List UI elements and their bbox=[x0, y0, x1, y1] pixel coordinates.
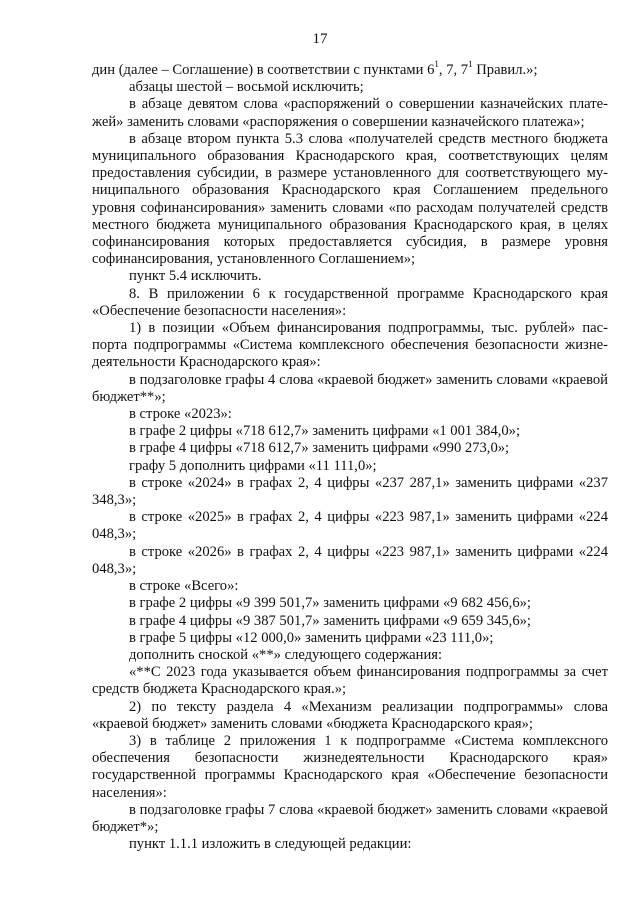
paragraph bbox=[92, 440, 608, 457]
paragraph-text: в абзаце втором пункта 5.3 слова «получателей средств местного бюджета муниципального образования Краснодарского края, соответствующих целям предоставления субсидии, в размере установленного для соответствующего муниципального образования Краснодарского края Соглашением предельного уровня софинансирования» заменить словами «по расходам получателей средств местного бюджета муниципального образования Краснодарского края, в целях софинансирования которых предоставляется субсидия, в размере уровня софинансирования, установленного Соглашением»; bbox=[92, 130, 608, 268]
paragraph-text: в подзаголовке графы 4 слова «краевой бюджет» заменить словами «краевой бюджет**»; bbox=[92, 371, 608, 405]
paragraph bbox=[92, 595, 608, 612]
paragraph bbox=[92, 664, 608, 698]
paragraph-text: , 7, 7 bbox=[438, 62, 469, 78]
superscript-index: 1 bbox=[468, 59, 473, 70]
paragraph-text: в строке «2025» в графах 2, 4 цифры «223 987,1» заменить цифрами «224 048,3»; bbox=[92, 509, 608, 543]
paragraph-text: в абзаце девятом слова «распоряжений о совершении казначейских платежей» заменить словами «распоряжения о совершении казначейского платежа»; bbox=[92, 96, 608, 130]
paragraph bbox=[92, 509, 608, 543]
paragraph-text: графу 5 дополнить цифрами «11 111,0»; bbox=[129, 457, 377, 474]
paragraph bbox=[92, 733, 608, 802]
paragraph-text: в подзаголовке графы 7 слова «краевой бюджет» заменить словами «краевой бюджет*»; bbox=[92, 801, 608, 835]
paragraph-text: 3) в таблице 2 приложения 1 к подпрограмме «Система комплексного обеспечения безопасности жизнедеятельности Краснодарского края» государственной программы Краснодарского края «Обеспечение безопасности населения»: bbox=[92, 732, 608, 801]
paragraph-text: 2) по тексту раздела 4 «Механизм реализации подпрограммы» слова «краевой бюджет» заменить словами «бюджета Краснодарского края»; bbox=[92, 698, 608, 732]
paragraph bbox=[92, 131, 608, 269]
paragraph bbox=[92, 647, 608, 664]
paragraph-text: в строке «2023»: bbox=[129, 406, 232, 423]
paragraph-text: 8. В приложении 6 к государственной программе Краснодарского края «Обеспечение безопасности населения»: bbox=[92, 285, 608, 319]
paragraph bbox=[92, 96, 608, 130]
paragraph bbox=[92, 578, 608, 595]
paragraph-text: в графе 5 цифры «12 000,0» заменить цифрами «23 111,0»; bbox=[129, 629, 494, 646]
paragraph bbox=[92, 475, 608, 509]
paragraph-text: абзацы шестой – восьмой исключить; bbox=[129, 79, 364, 96]
paragraph bbox=[92, 630, 608, 647]
paragraph-text: в графе 2 цифры «9 399 501,7» заменить цифрами «9 682 456,6»; bbox=[129, 595, 531, 612]
paragraph-text: 1) в позиции «Объем финансирования подпрограммы, тыс. рублей» паспорта подпрограммы «Система комплексного обеспечения безопасности жизнедеятельности Краснодарского края»: bbox=[92, 320, 608, 371]
paragraph-text: в строке «Всего»: bbox=[129, 578, 239, 595]
paragraph-text: в строке «2026» в графах 2, 4 цифры «223 987,1» заменить цифрами «224 048,3»; bbox=[92, 543, 608, 577]
paragraph-text: в графе 4 цифры «718 612,7» заменить цифрами «990 273,0»; bbox=[129, 440, 510, 457]
paragraph-text: пункт 1.1.1 изложить в следующей редакции: bbox=[129, 836, 412, 853]
paragraph-text: пункт 5.4 исключить. bbox=[129, 268, 262, 285]
paragraph-text: Правил.»; bbox=[472, 62, 538, 78]
paragraph bbox=[92, 59, 608, 79]
paragraph bbox=[92, 802, 608, 836]
paragraph bbox=[92, 79, 608, 96]
paragraph bbox=[92, 286, 608, 320]
paragraph bbox=[92, 613, 608, 630]
paragraph bbox=[92, 544, 608, 578]
superscript-index: 1 bbox=[434, 59, 439, 70]
page-number: 17 bbox=[312, 31, 328, 47]
paragraph-text: в строке «2024» в графах 2, 4 цифры «237 287,1» заменить цифрами «237 348,3»; bbox=[92, 474, 608, 509]
paragraph bbox=[92, 458, 608, 475]
paragraph bbox=[92, 320, 608, 372]
paragraph bbox=[92, 406, 608, 423]
paragraph-text: в графе 4 цифры «9 387 501,7» заменить цифрами «9 659 345,6»; bbox=[129, 612, 531, 629]
paragraph bbox=[92, 423, 608, 440]
paragraph bbox=[92, 836, 608, 853]
paragraph-text: дин (далее – Соглашение) в соответствии с пунктами 6 bbox=[92, 62, 435, 78]
paragraph-text: дополнить сноской «**» следующего содержания: bbox=[129, 646, 443, 663]
paragraph-text: «**С 2023 года указывается объем финансирования подпрограммы за счет средств бюджета Краснодарского края.»; bbox=[92, 664, 608, 698]
document-body bbox=[92, 59, 608, 853]
paragraph bbox=[92, 372, 608, 406]
paragraph bbox=[92, 699, 608, 733]
paragraph-text: в графе 2 цифры «718 612,7» заменить цифрами «1 001 384,0»; bbox=[129, 423, 521, 440]
paragraph bbox=[92, 268, 608, 285]
